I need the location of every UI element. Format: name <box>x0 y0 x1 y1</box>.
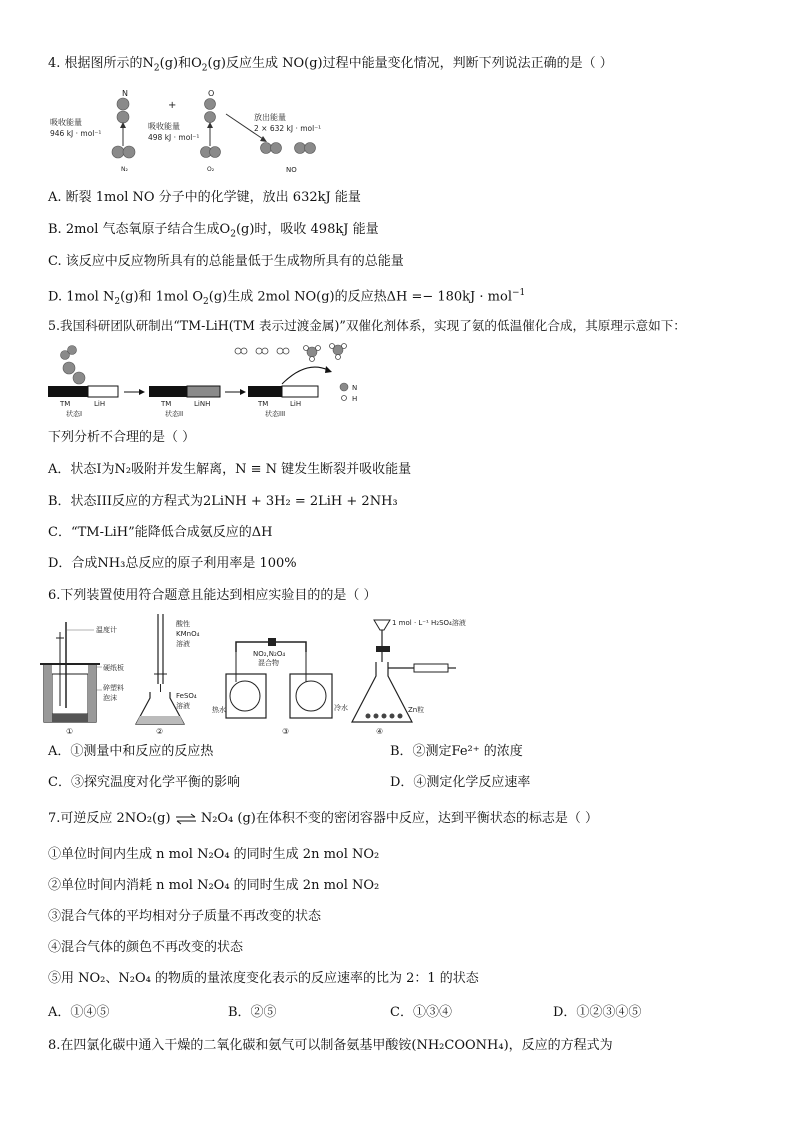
svg-text:Zn粒: Zn粒 <box>408 706 425 714</box>
q4-option-b[interactable]: B. 2mol 气态氧原子结合生成$O_2(g)$时，吸收 498kJ 能量 <box>48 222 379 240</box>
svg-text:冷水: 冷水 <box>334 704 348 712</box>
n-atom-top <box>117 98 129 110</box>
legend-h-dot <box>342 396 347 401</box>
svg-text:③: ③ <box>282 727 290 736</box>
legend-n-dot <box>340 383 348 391</box>
label-no: NO <box>286 166 297 174</box>
svg-text:④: ④ <box>376 727 384 736</box>
q6-option-a[interactable]: A．①测量中和反应的反应热 <box>48 744 214 759</box>
q7-item-3: ③混合气体的平均相对分子质量不再改变的状态 <box>48 909 322 924</box>
q8-stem: 8.在四氯化碳中通入干燥的二氧化碳和氨气可以制备氨基甲酸铵(NH₂COONH₄)，反应的方程式为 <box>48 1038 613 1053</box>
q7-option-c[interactable]: C．①③④ <box>390 1005 452 1020</box>
absorb-value-2: 498 kJ · mol⁻¹ <box>148 133 200 142</box>
q7-option-b[interactable]: B．②⑤ <box>228 1005 277 1020</box>
svg-text:FeSO₄: FeSO₄ <box>176 692 197 700</box>
svg-text:LiNH: LiNH <box>194 400 211 408</box>
q6-option-d[interactable]: D．④测定化学反应速率 <box>390 775 531 790</box>
flask-cold <box>296 681 326 711</box>
tm-block-3 <box>248 386 282 397</box>
q6-stem: 6.下列装置使用符合题意且能达到相应实验目的的是（ ） <box>48 588 377 603</box>
n2-molecule-left <box>112 146 124 158</box>
no-molecule-2b <box>305 143 316 154</box>
q7-item-1: ①单位时间内生成 n mol N₂O₄ 的同时生成 2n mol NO₂ <box>48 847 380 862</box>
o-atom-top <box>205 99 216 110</box>
label-n-atom: N <box>122 89 128 98</box>
svg-text:热水: 热水 <box>212 706 226 714</box>
q5-catalyst-diagram <box>44 340 374 420</box>
no-molecule-1a <box>261 143 272 154</box>
svg-text:TM: TM <box>60 400 71 408</box>
q7-option-d[interactable]: D．①②③④⑤ <box>553 1005 642 1020</box>
inner-beaker-1 <box>52 674 88 714</box>
release-value: 2 × 632 kJ · mol⁻¹ <box>254 124 322 133</box>
q4-energy-diagram <box>48 84 348 180</box>
svg-text:②: ② <box>156 727 164 736</box>
flask-hot <box>230 681 260 711</box>
no-molecule-1b <box>271 143 282 154</box>
lih-block-3 <box>282 386 318 397</box>
curved-arrow <box>282 367 328 384</box>
svg-text:泡沫: 泡沫 <box>103 694 117 702</box>
label-o2: O₂ <box>207 166 215 173</box>
q4-option-c[interactable]: C. 该反应中反应物所具有的总能量低于生成物所具有的总能量 <box>48 254 404 269</box>
syringe <box>414 664 448 672</box>
q5-option-b[interactable]: B．状态III反应的方程式为2LiNH + 3H₂ = 2LiH + 2NH₃ <box>48 494 398 509</box>
tm-block-2 <box>149 386 187 397</box>
svg-text:硬纸板: 硬纸板 <box>103 664 124 672</box>
q7-option-a[interactable]: A．①④⑤ <box>48 1005 110 1020</box>
n2-molecule-right <box>123 146 135 158</box>
q5-question: 下列分析不合理的是（ ） <box>48 430 196 445</box>
n-atom-adsorbed-1 <box>63 362 75 374</box>
absorb-value-1: 946 kJ · mol⁻¹ <box>50 129 102 138</box>
q6-apparatus-diagram <box>36 612 476 738</box>
q4-stem: 4. 根据图所示的$N_2(g)$和$O_2(g)$反应生成 NO(g)过程中能量变化情况，判断下列说法正确的是（ ） <box>48 56 613 74</box>
svg-text:状态III: 状态III <box>265 410 286 418</box>
svg-text:碎塑料: 碎塑料 <box>103 684 124 692</box>
dropping-funnel <box>374 620 390 630</box>
q4-option-a[interactable]: A. 断裂 1mol NO 分子中的化学键，放出 632kJ 能量 <box>48 190 361 205</box>
plus-sign: + <box>168 100 177 111</box>
svg-text:TM: TM <box>258 400 269 408</box>
tm-block-1 <box>48 386 88 397</box>
q7-stem: 7.可逆反应 2NO₂(g) N₂O₄ (g)在体积不变的密闭容器中反应，达到平衡状态的标志是（ ） <box>48 811 598 826</box>
q7-item-5: ⑤用 NO₂、N₂O₄ 的物质的量浓度变化表示的反应速率的比为 2：1 的状态 <box>48 971 479 986</box>
q7-item-2: ②单位时间内消耗 n mol N₂O₄ 的同时生成 2n mol NO₂ <box>48 878 380 893</box>
svg-text:溶液: 溶液 <box>176 640 190 648</box>
n-atom-adsorbed-2 <box>73 372 85 384</box>
n-atom-bottom <box>117 111 129 123</box>
svg-text:KMnO₄: KMnO₄ <box>176 630 200 638</box>
svg-text:1 mol · L⁻¹ H₂SO₄溶液: 1 mol · L⁻¹ H₂SO₄溶液 <box>392 619 466 627</box>
q5-stem: 5.我国科研团队研制出“TM-LiH(TM 表示过渡金属)”双催化剂体系，实现了氨的低温催化合成，其原理示意如下： <box>48 318 686 333</box>
q6-option-c[interactable]: C．③探究温度对化学平衡的影响 <box>48 775 240 790</box>
label-n2: N₂ <box>121 166 128 173</box>
q7-item-4: ④混合气体的颜色不再改变的状态 <box>48 940 244 955</box>
absorb-label-1: 吸收能量 <box>50 118 82 127</box>
svg-text:溶液: 溶液 <box>176 702 190 710</box>
release-label: 放出能量 <box>254 113 286 122</box>
svg-text:TM: TM <box>161 400 172 408</box>
svg-text:NO₂,N₂O₄: NO₂,N₂O₄ <box>253 650 286 658</box>
q4-option-d[interactable]: D. 1mol $N_2(g)$和 1mol $O_2(g)$生成 2mol NO(g)的反应热ΔH =− 180kJ · mol$^{-1}$ <box>48 288 526 307</box>
svg-text:温度计: 温度计 <box>96 626 117 634</box>
conical-flask-4 <box>352 662 412 722</box>
q6-option-b[interactable]: B．②测定Fe²⁺ 的浓度 <box>390 744 523 759</box>
q5-option-a[interactable]: A．状态I为N₂吸附并发生解离，N ≡ N 键发生断裂并吸收能量 <box>48 462 412 477</box>
q5-option-d[interactable]: D．合成NH₃总反应的原子利用率是 100% <box>48 556 297 571</box>
o2-molecule-right <box>210 147 221 158</box>
svg-text:N: N <box>352 384 358 392</box>
svg-text:LiH: LiH <box>290 400 302 408</box>
label-o-atom: O <box>208 89 215 98</box>
no-molecule-2a <box>295 143 306 154</box>
o-atom-bottom <box>205 112 216 123</box>
svg-text:混合物: 混合物 <box>258 659 279 667</box>
svg-text:H: H <box>352 395 358 403</box>
equilibrium-arrow-icon <box>175 813 197 825</box>
svg-text:酸性: 酸性 <box>176 620 190 628</box>
lih-block-1 <box>88 386 118 397</box>
svg-text:①: ① <box>66 727 74 736</box>
q5-option-c[interactable]: C．“TM-LiH”能降低合成氨反应的ΔH <box>48 525 273 540</box>
linh-block-2 <box>187 386 220 397</box>
absorb-label-2: 吸收能量 <box>148 122 180 131</box>
svg-text:状态II: 状态II <box>165 410 184 418</box>
svg-text:LiH: LiH <box>94 400 106 408</box>
svg-text:状态I: 状态I <box>66 410 83 418</box>
